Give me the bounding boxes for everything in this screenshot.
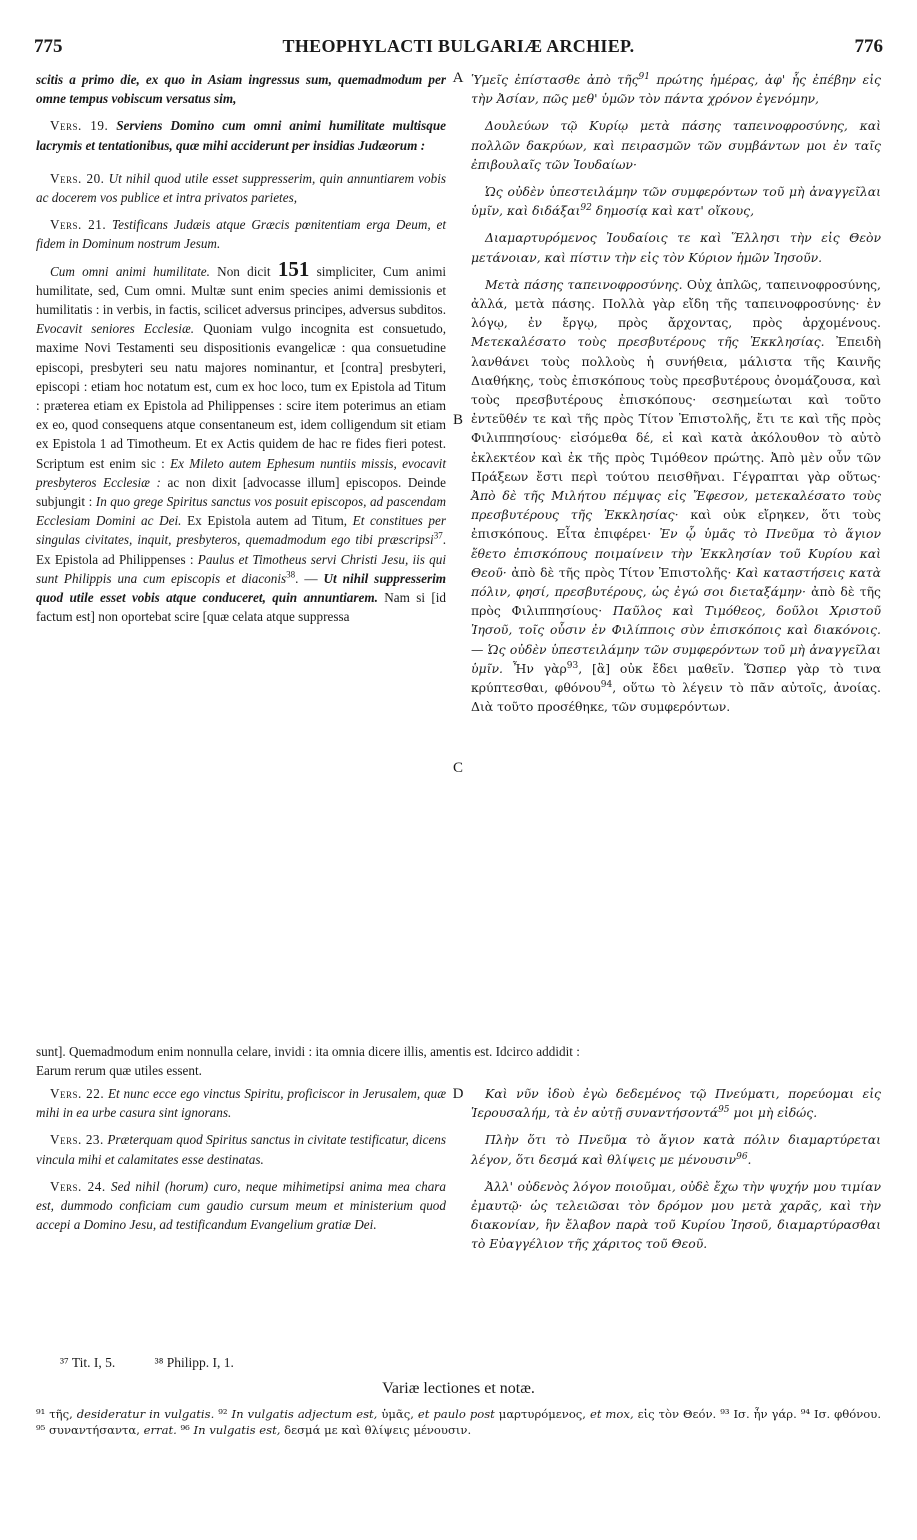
- verse-label: Vers. 23.: [50, 1132, 104, 1148]
- footnote-ref: 93: [566, 660, 579, 671]
- commentary-text: Ex Epistola autem ad Titum,: [181, 513, 353, 529]
- commentary-text: simpliciter, Cum animi humilitate, sed, Cum omni. Multæ sunt enim species animi demissionis et humilitatis : in verbis, in factis, scilicet adversus principes, adversus subditos.: [36, 263, 447, 318]
- lemma: Cum omni animi humilitate.: [50, 263, 210, 279]
- greek-verse-22: [471, 1084, 881, 1122]
- quotation: Ἐν ᾧ ὑμᾶς τὸ Πνεῦμα τὸ ἅγιον ἔθετο ἐπισκόπους ποιμαίνειν τὴν Ἐκκλησίαν τοῦ Κυρίου καὶ Θεοῦ·: [471, 526, 882, 580]
- greek-verse-24: Ἀλλ' οὐδενὸς λόγον ποιοῦμαι, οὐδὲ ἔχω τὴν ψυχήν μου τιμίαν ἐμαυτῷ· ὡς τελειῶσαι τὸν δρόμον μου μετὰ χαρᾶς, καὶ τὴν διακονίαν, ἣν ἔλαβον παρὰ τοῦ Κυρίου Ἰησοῦ, διαμαρτύρασθαι τὸ Εὐαγγέλιον τῆς χάριτος τοῦ Θεοῦ.: [471, 1178, 881, 1252]
- column-number: 151: [277, 256, 310, 281]
- note-text: In vulgatis adjectum est,: [231, 1407, 378, 1421]
- note-text: δεσμά με καὶ θλίψεις μένουσιν.: [280, 1423, 472, 1437]
- commentary-text: ἀπὸ δὲ τῆς πρὸς Τίτον Ἐπιστολῆς·: [506, 564, 737, 580]
- note-text: ⁹²: [214, 1407, 232, 1421]
- lemma: Μετὰ πάσης ταπεινοφροσύνης.: [485, 276, 683, 292]
- verse-text: Ut nihil quod utile esset suppresserim, quin annuntiarem vobis ac docerem vos publice et intra privatos parietes,: [36, 170, 446, 206]
- verse-label: Vers. 19.: [50, 118, 109, 134]
- commentary-text: , οὕτω τὸ λέγειν τὸ πᾶν αὐτοῖς, ἀνοίας. Διὰ τοῦτο προσέθηκε, τῶν συμφερόντων.: [471, 680, 881, 715]
- verse-text: .: [747, 1151, 752, 1167]
- verse-text: Et nunc ecce ego vinctus Spiritu, proficiscor in Jerusalem, quæ mihi in ea urbe casura sint ignorans.: [36, 1086, 447, 1121]
- greek-verse-21: Διαμαρτυρόμενος Ἰουδαίοις τε καὶ Ἕλλησι τὴν εἰς Θεὸν μετάνοιαν, καὶ πίστιν τὴν εἰς τὸν Κύριον ἡμῶν Ἰησοῦν.: [471, 230, 881, 265]
- two-column-body-lower: [36, 1084, 881, 1344]
- footnote-38: ³⁸ Philipp. I, 1.: [154, 1355, 234, 1370]
- cross-right: ita omnia dicere illis, amentis est. Idcirco addidit :: [312, 1044, 580, 1059]
- verse-text: Serviens Domino cum omni animi humilitate multisque lacrymis et tentationibus, quæ mihi acciderunt per insidias Judæorum :: [36, 118, 447, 153]
- running-title: THEOPHYLACTI BULGARIÆ ARCHIEP.: [282, 36, 635, 56]
- note-text: et mox,: [589, 1407, 634, 1421]
- quotation: Paulus et Timotheus servi Christi Jesu, iis qui sunt Philippis una cum episcopis et diaconis: [36, 551, 447, 586]
- latin-verse-18-end: scitis a primo die, ex quo in Asiam ingressus sum, quemadmodum per omne tempus vobiscum versatus sim,: [36, 72, 446, 107]
- commentary-text: Quoniam vulgo incognita est consuetudo, maxime Novi Testamenti seu dispositionis evangelicæ : qua consuetudine episcopi, presbyteri seu natu majores nominantur, et [contra] presbyteri, episcopi : etiam hoc notatum est, cum ex hoc loco, tum ex Epistola ad Titum : præterea etiam ex Epistola ad Philippenses : scire item poterimus an etiam ex eo, quod consequens atque consentaneum est, idem colligendum sit etiam ex Epistola 1 ad Timotheum. Et ex Actis quidem de hac re fides fieri potest. Scriptum est enim sic :: [36, 321, 447, 471]
- commentary-text: . —: [295, 570, 324, 586]
- commentary-text: καὶ οὐκ εἴρηκεν, ὅτι τοὺς ἐπισκόπους. Εἶτα ἐπιφέρει·: [471, 507, 881, 542]
- footnote-37: ³⁷ Tit. I, 5.: [60, 1355, 116, 1370]
- footnote-ref: 38: [286, 569, 296, 580]
- cross-left: sunt]. Quemadmodum enim nonnulla celare, invidi :: [36, 1044, 313, 1059]
- quotation: Ut nihil suppresserim quod utile esset vobis atque conduceret, quin annuntiarem.: [36, 570, 446, 606]
- quotation: Ἀπὸ δὲ τῆς Μιλήτου πέμψας εἰς Ἔφεσον, μετεκαλέσατο τοὺς πρεσβυτέρους τῆς Ἐκκλησίας·: [471, 488, 881, 523]
- latin-verse-19: [36, 116, 446, 154]
- scripture-footnotes: [60, 1355, 270, 1371]
- greek-verse-20: [471, 182, 881, 220]
- verse-text: Πλὴν ὅτι τὸ Πνεῦμα τὸ ἅγιον κατὰ πόλιν διαμαρτύρεται λέγον, ὅτι δεσμά καὶ θλίψεις με μένουσιν: [471, 1132, 881, 1167]
- quotation: Παῦλος καὶ Τιμόθεος, δοῦλοι Χριστοῦ Ἰησοῦ, τοῖς οὖσιν ἐν Φιλίπποις σὺν ἐπισκόποις καὶ διακόνοις. — Ὡς οὐδὲν ὑπεστειλάμην τῶν συμφερόντων τοῦ μὴ ἀναγγεῖλαι ὑμῖν.: [471, 603, 881, 676]
- verse-text: δημοσίᾳ καὶ κατ' οἴκους,: [591, 203, 755, 219]
- commentary-text: , [ἃ] οὐκ ἔδει μαθεῖν. Ὥσπερ γὰρ τὸ τινα κρύπτεσθαι, φθόνου: [471, 660, 881, 696]
- note-text: ὑμᾶς,: [377, 1407, 418, 1421]
- verse-text: Καὶ νῦν ἰδοὺ ἐγὼ δεδεμένος τῷ Πνεύματι, πορεύομαι εἰς Ἱερουσαλήμ, τὰ ἐν αὐτῇ συναντήσοντά: [471, 1086, 881, 1121]
- greek-verse-23: [471, 1130, 881, 1168]
- commentary-text: ἀπὸ δὲ τῆς πρὸς Φιλιππησίους·: [471, 584, 881, 619]
- commentary-text: ac non dixit [advocasse illum] episcopos. Deinde subjungit :: [36, 474, 446, 510]
- verse-label: Vers. 22.: [50, 1086, 105, 1101]
- verse-label: Vers. 24.: [50, 1178, 106, 1194]
- greek-commentary: [471, 275, 881, 717]
- quotation: Et constitues per singulas civitates, inquit, presbyteros, quemadmodum ego tibi præscripsi: [36, 513, 446, 548]
- note-text: ⁹¹ τῆς,: [36, 1407, 77, 1421]
- verse-label: Vers. 21.: [50, 217, 107, 233]
- note-text: ⁹⁴ Ισ. φθόνου.: [800, 1407, 882, 1421]
- verse-label: Vers. 20.: [50, 170, 105, 186]
- footnote-ref: 96: [736, 1151, 748, 1162]
- commentary-text: Ἦν γὰρ: [502, 660, 567, 676]
- verse-text: Testificans Judæis atque Græcis pœnitentiam erga Deum, et fidem in Dominum nostrum Jesum.: [36, 217, 447, 252]
- quotation: In quo grege Spiritus sanctus vos posuit episcopos, ad pascendam Ecclesiam Domini ac Dei.: [36, 494, 446, 529]
- latin-column-lower: [36, 1084, 446, 1344]
- footnote-ref: 37: [433, 531, 443, 542]
- latin-verse-20: [36, 169, 446, 207]
- greek-verse-19: Δουλεύων τῷ Κυρίῳ μετὰ πάσης ταπεινοφροσύνης, καὶ πολλῶν δακρύων, καὶ πειρασμῶν τῶν συμβάντων μοι ἐν ταῖς ἐπιβουλαῖς τῶν Ἰουδαίων·: [471, 118, 881, 172]
- greek-column-lower: [471, 1084, 881, 1344]
- commentary-text: Non dicit: [209, 263, 278, 279]
- latin-verse-22: [36, 1084, 446, 1122]
- footnote-ref: 91: [638, 71, 650, 82]
- verse-text: Sed nihil (horum) curo, neque mihimetipsi anima mea chara est, dummodo conficiam cum gaudio cursum meum et ministerium quod accepi a Domino Jesu, ad testificandum Evangelium gratiæ Dei.: [36, 1178, 447, 1233]
- latin-verse-21: [36, 215, 446, 253]
- variae-lectiones-heading: Variæ lectiones et notæ.: [382, 1380, 535, 1397]
- commentary-text: . Ex Epistola ad Philippenses :: [36, 532, 446, 567]
- verse-text: πρώτης ἡμέρας, ἀφ' ἧς ἐπέβην εἰς τὴν Ἀσίαν, πῶς μεθ' ὑμῶν τὸν πάντα χρόνον ἐγενόμην,: [471, 72, 881, 107]
- footnote-ref: 94: [600, 679, 613, 690]
- commentary-text: Nam si [id factum est] non oportebat scire [quæ celata atque suppressa: [36, 590, 446, 625]
- commentary-text: Ἐπειδὴ λανθάνει τοὺς πολλοὺς ἡ συνήθεια, μάλιστα τῆς Καινῆς Διαθήκης, τοὺς ἐπισκόπους τοὺς πρεσβυτέρους ὀνομάζουσα, καὶ τοὺς πρεσβυτέρους ἐπισκόπους· σεσημείωται καὶ τοῦτο ἐντεῦθέν τε καὶ τῆς πρὸς Τίτον Ἐπιστολῆς, ἔτι τε καὶ τῆς πρὸς Φιλιππησίους· εἰσόμεθα δέ, εἰ καὶ κατὰ ἀκόλουθον τὸ αὐτὸ ἐκλεκτέον καὶ ἐκ τῆς πρὸς Τιμόθεον πρώτης. Ἀπὸ μὲν οὖν τῶν Πράξεων ἔστι περὶ τούτου πεισθῆναι. Γέγραπται γὰρ οὕτως·: [471, 334, 882, 484]
- latin-commentary: [36, 256, 447, 627]
- lemma: Μετεκαλέσατο τοὺς πρεσβυτέρους τῆς Ἐκκλησίας.: [471, 334, 825, 350]
- section-marker-d: D: [452, 1086, 464, 1102]
- spanning-line-text: [36, 1042, 881, 1061]
- note-text: et paulo post: [417, 1407, 495, 1421]
- section-marker-b: B: [452, 412, 463, 428]
- right-page-number: 776: [854, 36, 883, 57]
- cross-next: Earum rerum quæ utiles essent.: [36, 1063, 202, 1078]
- quotation: Ex Mileto autem Ephesum nuntiis missis, evocavit presbyteros Ecclesiæ :: [36, 455, 446, 490]
- quotation: Καὶ καταστήσεις κατὰ πόλιν, φησί, πρεσβυτέρους, ὡς ἐγώ σοι διεταξάμην·: [471, 564, 881, 600]
- section-marker-a: A: [452, 70, 464, 86]
- latin-verse-23: [36, 1130, 446, 1168]
- left-page-number: 775: [34, 36, 63, 57]
- verse-text: Ὡς οὐδὲν ὑπεστειλάμην τῶν συμφερόντων τοῦ μὴ ἀναγγεῖλαι ὑμῖν, καὶ διδάξαι: [471, 184, 881, 219]
- note-text: ⁹⁵ συναντήσαντα,: [36, 1423, 144, 1437]
- note-text: ⁹³ Ισ. ἦν γάρ.: [720, 1407, 801, 1421]
- footnote-ref: 95: [718, 1105, 730, 1116]
- note-text: In vulgatis est,: [193, 1423, 281, 1437]
- note-text: μαρτυρόμενος,: [494, 1407, 590, 1421]
- lemma: Evocavit seniores Ecclesiæ.: [36, 321, 195, 337]
- spanning-line: [36, 1042, 881, 1080]
- latin-verse-24: [36, 1177, 446, 1235]
- verse-text: Ὑμεῖς ἐπίστασθε ἀπὸ τῆς: [471, 72, 639, 87]
- note-text: errat.: [143, 1423, 177, 1437]
- verse-text: μοι μὴ εἰδώς.: [729, 1105, 818, 1121]
- greek-verse-18-end: [471, 70, 881, 108]
- running-header: [34, 36, 883, 66]
- commentary-text: Οὐχ ἁπλῶς, ταπεινοφροσύνης, ἀλλά, μετὰ πάσης. Πολλὰ γὰρ εἴδη τῆς ταπεινοφροσύνης· ἐν λόγῳ, ἐν ἔργῳ, πρὸς ἄρχοντας, πρὸς ἀρχομένους.: [471, 276, 881, 331]
- note-text: desideratur in vulgatis.: [76, 1407, 215, 1421]
- variae-lectiones-notes: [36, 1406, 881, 1438]
- verse-text: Præterquam quod Spiritus sanctus in civitate testificatur, dicens vincula mihi et calamitates esse destinatas.: [36, 1132, 447, 1167]
- footnote-ref: 92: [580, 203, 592, 214]
- section-marker-c: C: [452, 760, 463, 776]
- note-text: ⁹⁶: [176, 1423, 194, 1437]
- note-text: εἰς τὸν Θεόν.: [633, 1407, 721, 1421]
